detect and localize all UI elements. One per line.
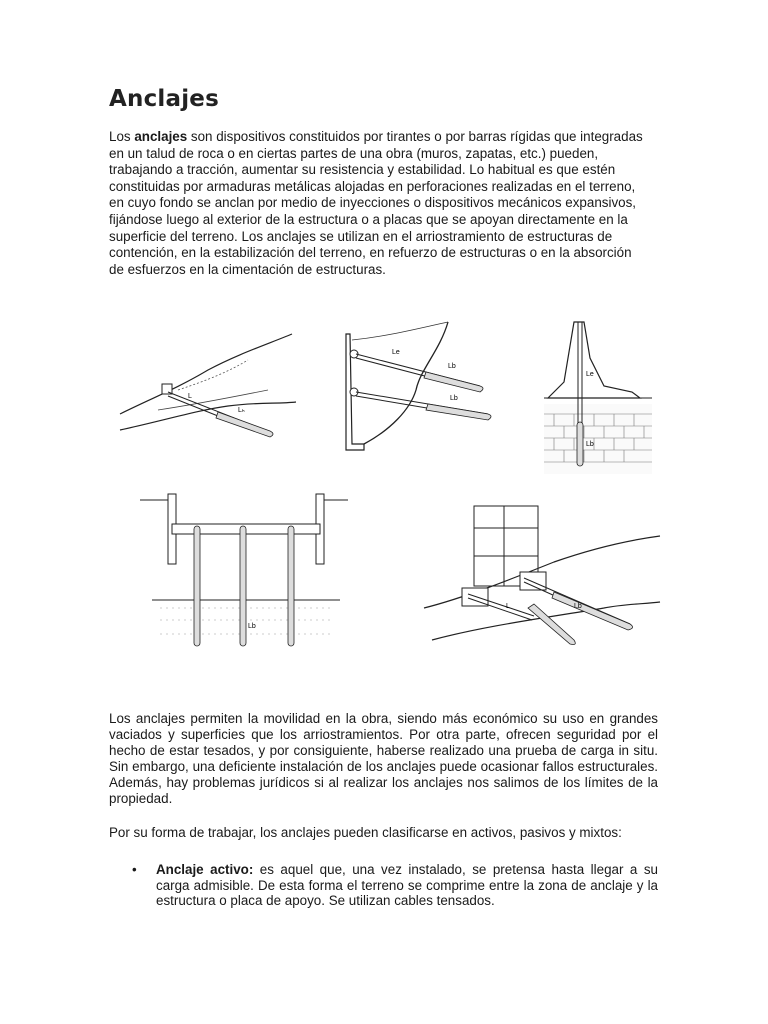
list-item [109, 862, 658, 909]
list-item-text: es aquel que, una vez instalado, se pretensa hasta llegar a su carga admisible. De esta forma el terreno se comprime entre la zona de anclaje y la estructura o placa de apoyo. Se utilizan cables tensados. [156, 862, 659, 909]
dam-le-label: Le [586, 371, 594, 378]
wall-lb2-label: Lb [450, 395, 458, 402]
dam-anchor-figure [544, 318, 652, 474]
intro-paragraph [109, 129, 649, 278]
list-item-term: Anclaje activo: [156, 862, 254, 877]
frame-l-label: L [506, 603, 510, 610]
retaining-wall-figure [340, 320, 500, 460]
slope-lb-label: Lₕ [238, 407, 245, 414]
anclajes-term: anclajes [134, 129, 188, 144]
wall-le-label: Le [392, 349, 400, 356]
anchor-type-list [109, 862, 658, 909]
wall-lb1-label: Lb [448, 363, 456, 370]
slope-anchor-figure [118, 330, 298, 440]
bullet-icon: • [132, 862, 137, 877]
pit-lb-label: Lb [248, 623, 256, 630]
excavation-pit-figure [140, 490, 350, 656]
intro-text: son dispositivos constituidos por tirantes o por barras rígidas que integradas en un talud de roca o en ciertas partes de una obra (muros, zapatas, etc.) pueden, trabajando a tracción, aumentar su resistencia y estabilidad. Lo habitual es que estén constituidas por armaduras metálicas alojadas en perforaciones realizadas en el terreno, en cuyo fondo se anclan por medio de inyecciones o dispositivos mecánicos expansivos, fijándose luego al exterior de la estructura o a placas que se apoyan directamente en la superficie del terreno. Los anclajes se utilizan en el arriostramiento de estructuras de contención, en la estabilización del terreno, en refuerzo de estructuras o en la absorción de esfuerzos en la cimentación de estructuras. [109, 129, 643, 277]
slope-l-label: L [188, 393, 192, 400]
frame-lb-label: Lb [574, 603, 582, 610]
page-title: Anclajes [109, 86, 219, 112]
classification-paragraph: Por su forma de trabajar, los anclajes pueden clasificarse en activos, pasivos y mixtos: [109, 825, 622, 840]
advantages-paragraph: Los anclajes permiten la movilidad en la obra, siendo más económico su uso en grandes vaciados y superficies que los arriostramientos. Por otra parte, ofrecen seguridad por el hecho de estar tesados, y por consiguiente, haberse realizado una prueba de carga in situ. Sin embargo, una deficiente instalación de los anclajes puede ocasionar fallos estructurales. Además, hay problemas jurídicos si al realizar los anclajes nos salimos de los límites de la propiedad. [109, 711, 658, 806]
dam-lb-label: Lb [586, 441, 594, 448]
intro-word: Los [109, 129, 131, 144]
frame-anchor-figure [424, 500, 660, 650]
